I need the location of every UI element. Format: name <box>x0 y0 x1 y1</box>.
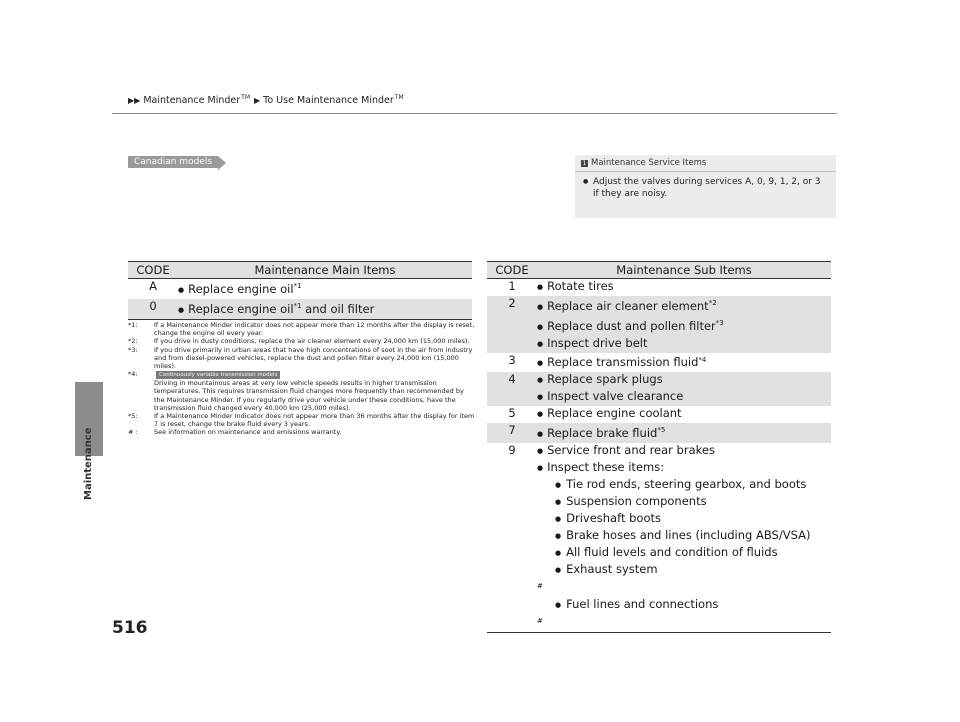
row-item: ● Replace spark plugs ● Inspect valve clearance <box>537 372 831 406</box>
note-icon: 1 <box>582 159 587 167</box>
row-item: ● Replace transmission fluid$^{*4}$ <box>537 353 831 373</box>
region-badge: Canadian models <box>128 156 218 168</box>
header-code: CODE <box>487 262 537 279</box>
table-row <box>487 279 831 297</box>
table-row <box>128 279 472 299</box>
footnote: *1: If a Maintenance Minder indicator does not appear more than 12 months after the display is reset, change the engine oil every year. <box>128 321 475 338</box>
row-code: 2 <box>487 296 537 353</box>
table-header-row <box>487 262 831 279</box>
footnote: *5: If a Maintenance Minder Indicator does not appear more than 36 months after the display for item 7 is reset, change the brake fluid every 3 years. <box>128 412 475 429</box>
footnote: *3: If you drive primarily in urban areas that have high concentrations of soot in the air from industry and from diesel-powered vehicles, replace the dust and pollen filter every 24,000 km (15,000 miles). <box>128 345 473 371</box>
note-title <box>575 155 836 172</box>
header-code: CODE <box>128 262 178 279</box>
section-label: Maintenance <box>83 427 94 500</box>
row-item: ● Replace brake fluid$^{*5}$ <box>537 423 831 443</box>
table-row <box>487 443 831 632</box>
arrow-icon: ▶▶ <box>128 95 141 105</box>
breadcrumb-item[interactable]: To Use Maintenance Minder™ <box>263 94 404 107</box>
table-header-row <box>128 262 472 279</box>
footnotes <box>128 321 476 437</box>
row-code: 3 <box>508 352 516 367</box>
header-items: Maintenance Main Items <box>178 262 472 279</box>
cvt-badge: Continuously variable transmission models <box>156 371 280 379</box>
footnote: *4: Continuously variable transmission models Driving in mountainous areas at very low vehicle speeds results in higher transmission temperatures. This requires transmission fluid changes more frequently than recommended by the Maintenance Minder. If you regularly drive your vehicle under these conditions, have the transmission fluid changed every 40,000 km (25,000 miles). <box>128 370 464 412</box>
arrow-icon: ▶ <box>254 95 261 105</box>
row-code: 7 <box>487 423 537 443</box>
header-divider <box>112 113 837 114</box>
main-items-table <box>128 261 472 320</box>
note-box <box>575 155 836 218</box>
table-row <box>487 423 831 443</box>
breadcrumb-item[interactable]: Maintenance Minder™ <box>143 94 250 107</box>
row-code: 0 <box>128 299 178 319</box>
row-code: 1 <box>508 279 516 293</box>
footnote: # : See information on maintenance and emissions warranty. <box>128 428 342 437</box>
row-item: ● Replace engine oil$^{*1}$ <box>178 279 472 299</box>
note-title-text: Maintenance Service Items <box>591 158 707 168</box>
table-row <box>487 353 831 373</box>
footnote: *2: If you drive in dusty conditions, replace the air cleaner element every 24,000 km (15,000 miles). <box>128 337 470 346</box>
row-code: 9 <box>487 443 537 632</box>
row-code: A <box>149 279 157 293</box>
row-code: 4 <box>487 372 537 406</box>
table-row <box>487 296 831 353</box>
row-item: ● Replace engine coolant <box>537 406 831 423</box>
row-item: ● Rotate tires <box>537 279 831 297</box>
table-row <box>128 299 472 319</box>
table-row <box>487 372 831 406</box>
page-number: 516 <box>112 618 148 638</box>
header-items: Maintenance Sub Items <box>537 262 831 279</box>
row-item: ● Service front and rear brakes ● Inspect these items: ● Tie rod ends, steering gearbox, and boots ● Suspension components ● Driveshaft boots ● Brake hoses and lines (including ABS/VSA) ● All fluid levels and condition of fluids ● Exhaust system # ● Fuel lines and connections # <box>537 443 831 632</box>
row-item: ● Replace engine oil$^{*1}$ and oil filter <box>178 299 472 319</box>
table-row <box>487 406 831 423</box>
breadcrumb <box>128 94 408 106</box>
sub-items-table <box>487 261 831 633</box>
row-code: 5 <box>508 406 516 421</box>
row-item: ● Replace air cleaner element$^{*2}$ ● Replace dust and pollen filter$^{*3}$ ● Inspect drive belt <box>537 296 831 353</box>
note-text: ● Adjust the valves during services A, 0, 9, 1, 2, or 3 if they are noisy. <box>575 172 836 200</box>
